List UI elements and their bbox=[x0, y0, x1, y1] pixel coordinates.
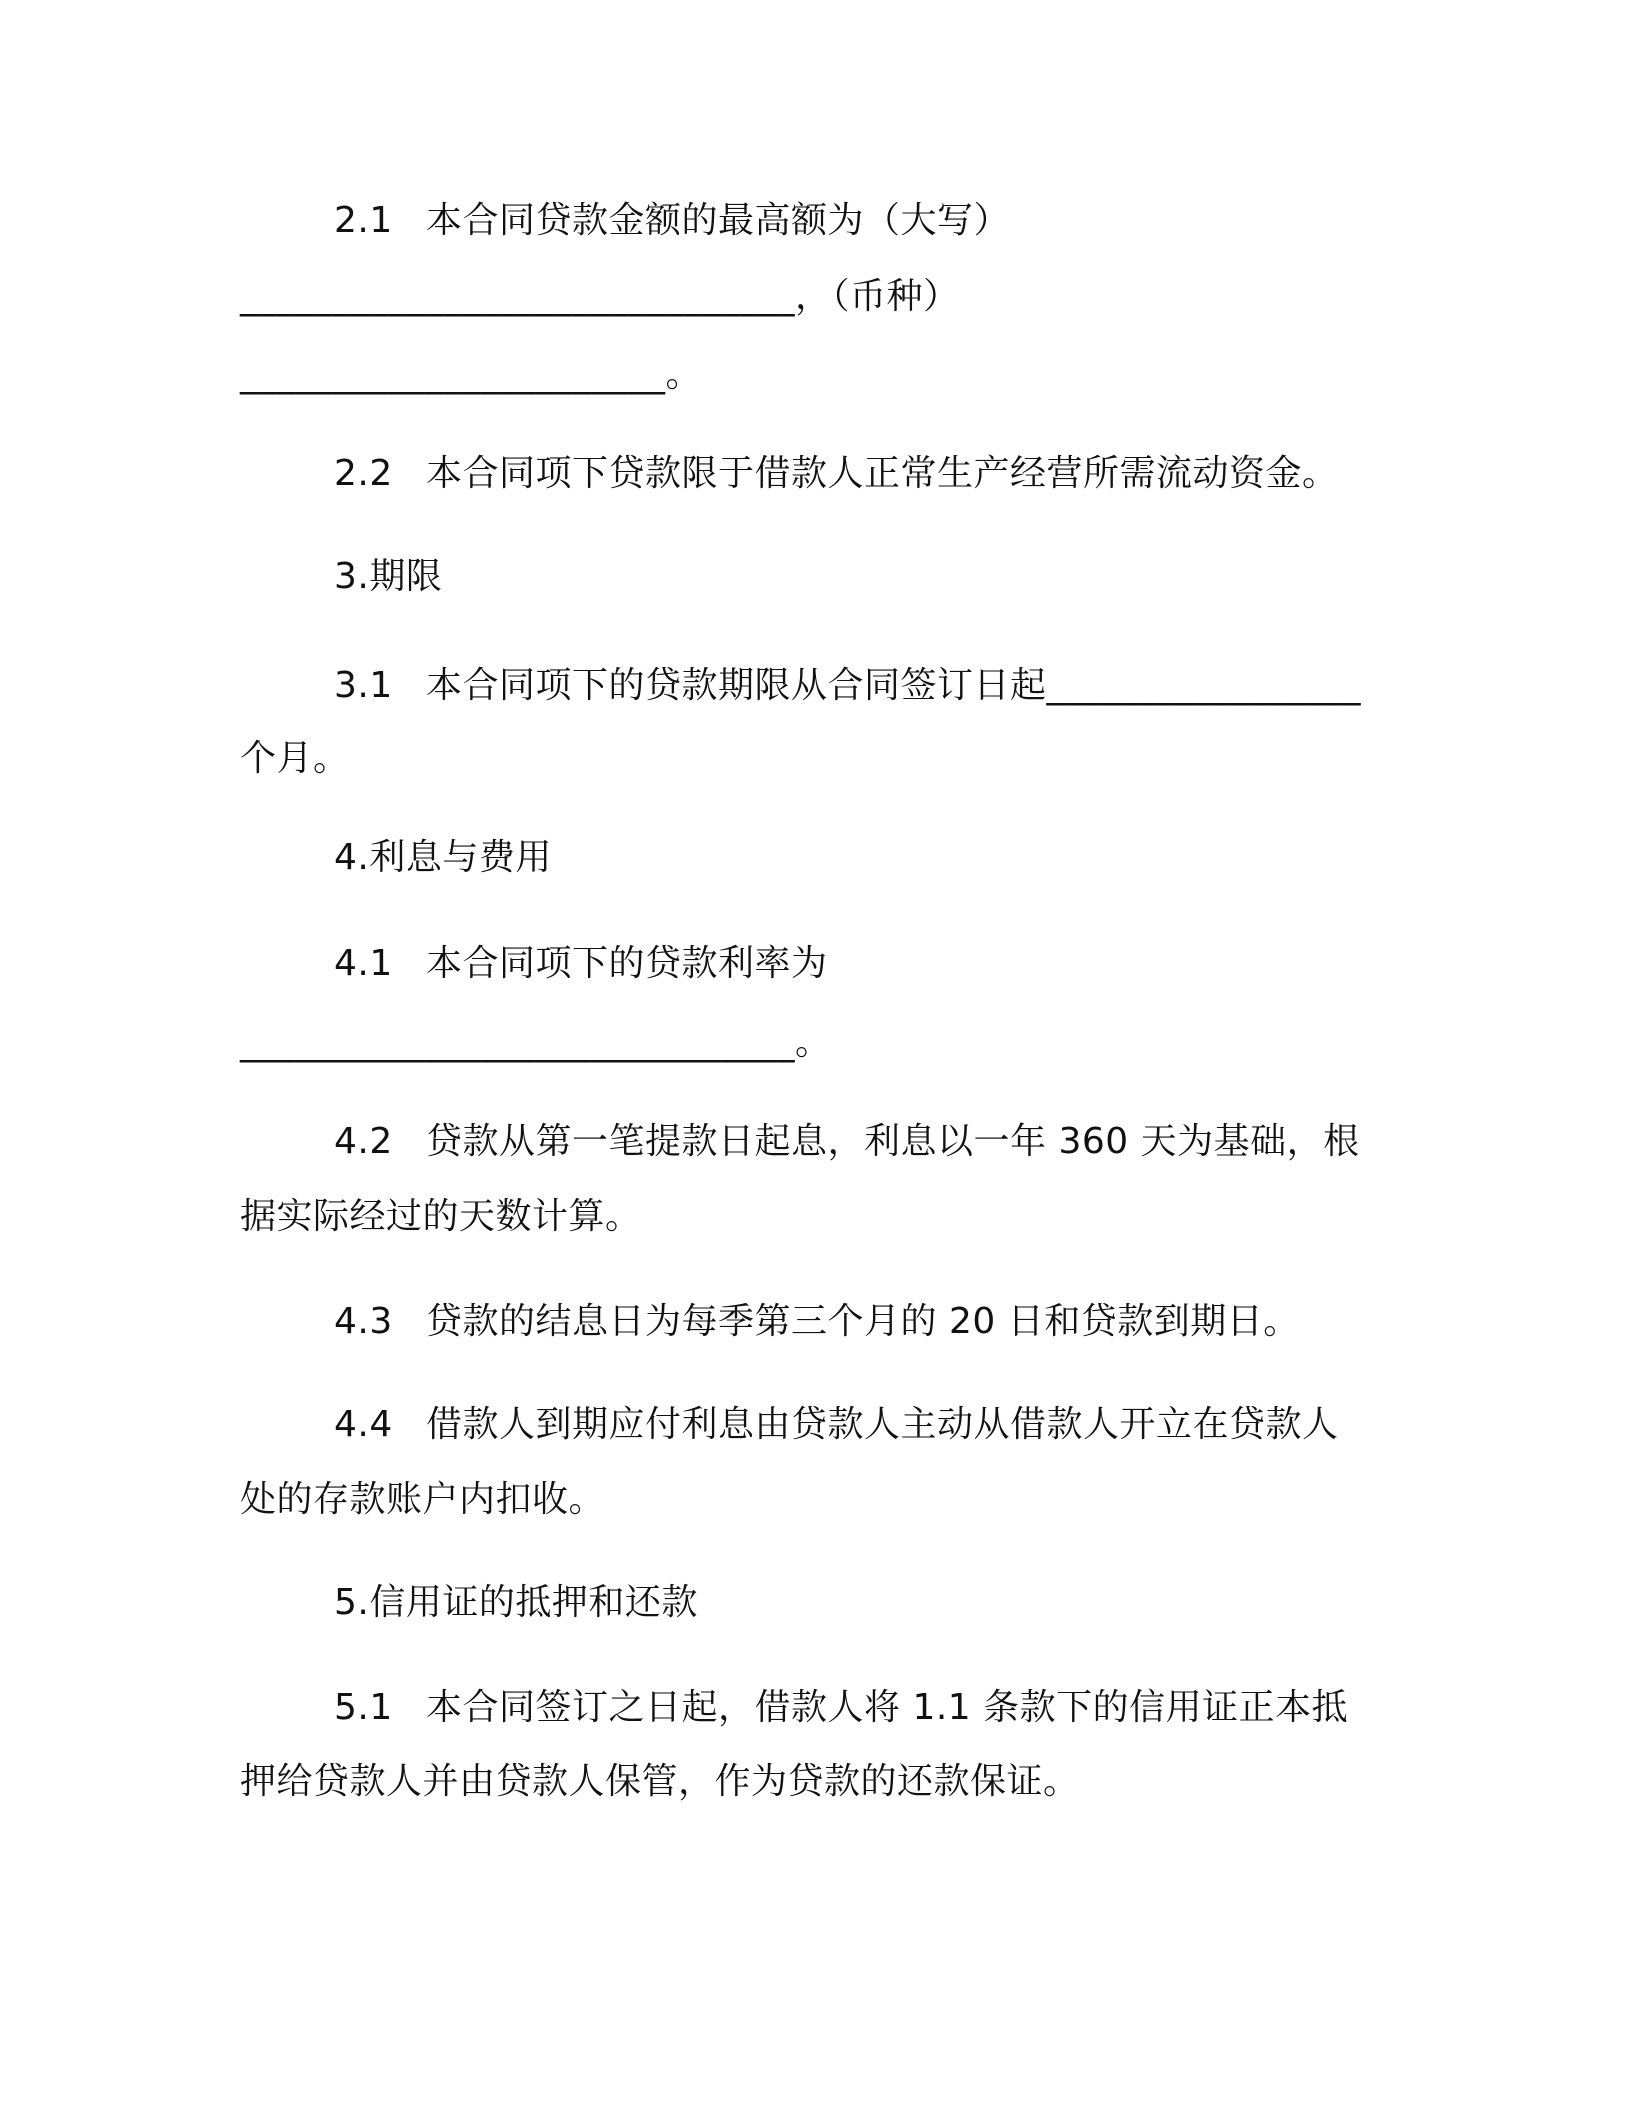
clause-2-2 bbox=[240, 450, 1484, 498]
clause-number: 4.4 bbox=[334, 1404, 393, 1445]
clause-text: 借款人到期应付利息由贷款人主动从借款人开立在贷款人 bbox=[426, 1404, 1339, 1445]
clause-text: 本合同项下的贷款期限从合同签订日起_________________ bbox=[426, 665, 1362, 706]
clause-5-1 bbox=[240, 1684, 1484, 1732]
clause-5-1-continued: 押给贷款人并由贷款人保管，作为贷款的还款保证。 bbox=[240, 1761, 1080, 1802]
section-3-heading: 3.期限 bbox=[334, 556, 443, 597]
clause-4-4 bbox=[240, 1401, 1484, 1449]
clause-4-1 bbox=[240, 940, 1484, 988]
section-5-heading: 5.信用证的抵押和还款 bbox=[334, 1582, 698, 1623]
clause-number: 2.1 bbox=[334, 200, 393, 241]
clause-number: 5.1 bbox=[334, 1687, 393, 1728]
clause-text: 贷款的结息日为每季第三个月的 20 日和贷款到期日。 bbox=[426, 1301, 1300, 1342]
clause-number: 2.2 bbox=[334, 453, 393, 494]
clause-text: 本合同贷款金额的最高额为（大写） bbox=[426, 200, 1011, 241]
clause-number: 4.3 bbox=[334, 1301, 393, 1342]
clause-2-1 bbox=[240, 197, 1484, 245]
section-4-heading: 4.利息与费用 bbox=[334, 837, 552, 878]
clause-4-3 bbox=[240, 1298, 1484, 1346]
clause-number: 4.2 bbox=[334, 1121, 393, 1162]
clause-4-2-continued: 据实际经过的天数计算。 bbox=[240, 1196, 642, 1237]
clause-3-1 bbox=[240, 662, 1484, 710]
clause-4-2 bbox=[240, 1118, 1484, 1166]
clause-text: 本合同项下贷款限于借款人正常生产经营所需流动资金。 bbox=[426, 453, 1339, 494]
clause-text: 贷款从第一笔提款日起息，利息以一年 360 天为基础，根 bbox=[426, 1121, 1360, 1162]
clause-number: 3.1 bbox=[334, 665, 393, 706]
clause-text: 本合同签订之日起，借款人将 1.1 条款下的信用证正本抵 bbox=[426, 1687, 1349, 1728]
clause-text: 本合同项下的贷款利率为 bbox=[426, 943, 828, 984]
blank-amount-line: ______________________________，（币种） bbox=[240, 276, 960, 317]
clause-3-1-continued: 个月。 bbox=[240, 738, 350, 779]
clause-4-4-continued: 处的存款账户内扣收。 bbox=[240, 1479, 606, 1520]
blank-currency-line: _______________________。 bbox=[240, 354, 702, 395]
blank-rate-line: ______________________________。 bbox=[240, 1022, 832, 1063]
clause-number: 4.1 bbox=[334, 943, 393, 984]
